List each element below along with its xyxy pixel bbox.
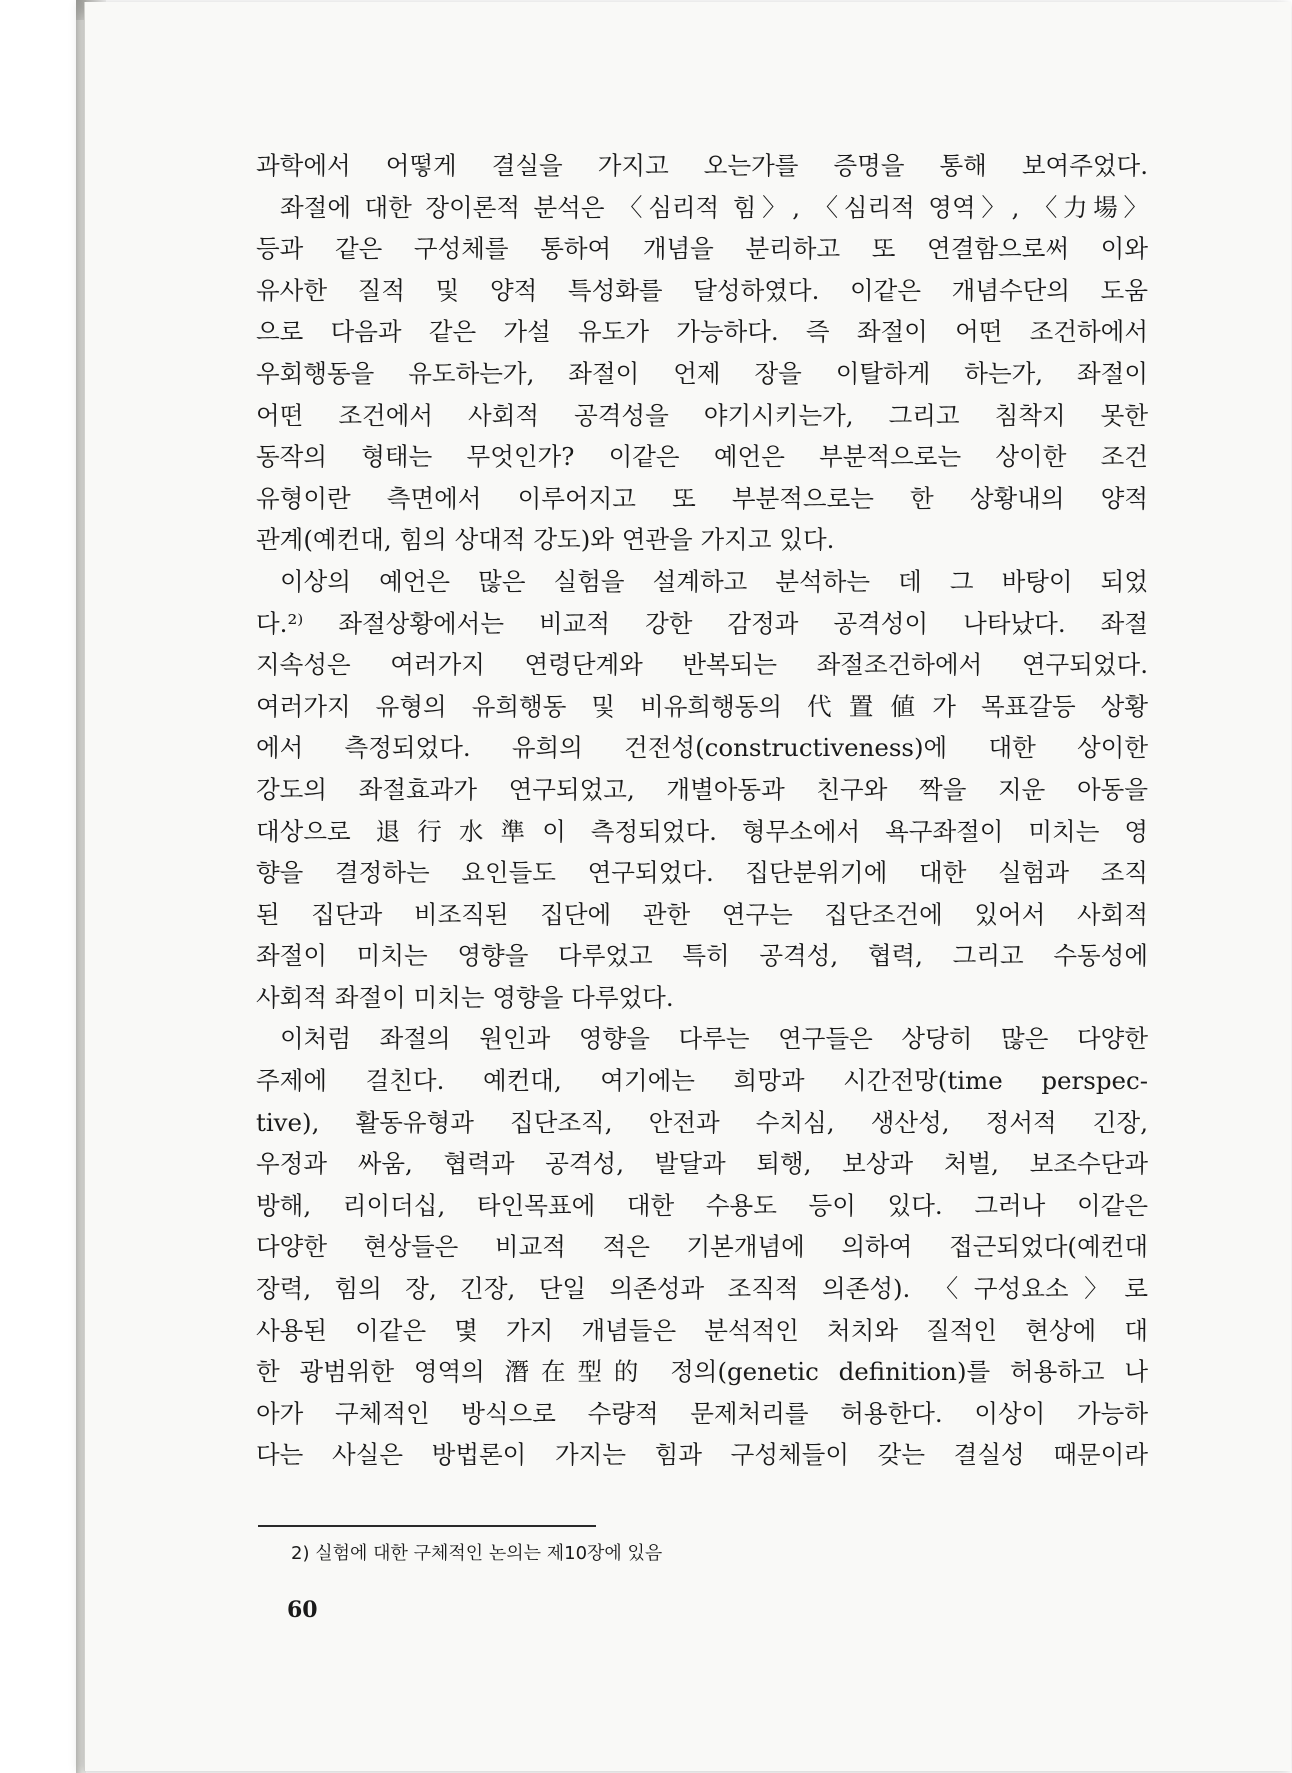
text-line: 대상으로 退行水準이 측정되었다. 형무소에서 욕구좌절이 미치는 영 [256, 816, 1148, 846]
text-line: 한 광범위한 영역의 潛在型的 정의(genetic definition)를 허용하고 나 [256, 1357, 1148, 1387]
footnote-separator [258, 1525, 596, 1527]
text-line: 지속성은 여러가지 연령단계와 반복되는 좌절조건하에서 연구되었다. [256, 650, 1148, 680]
text-line: 방해, 리이더십, 타인목표에 대한 수용도 등이 있다. 그러나 이같은 [256, 1190, 1148, 1220]
text-line: 이상의 예언은 많은 실험을 설계하고 분석하는 데 그 바탕이 되었 [280, 566, 1148, 596]
text-line: 다.²⁾ 좌절상황에서는 비교적 강한 감정과 공격성이 나타났다. 좌절 [256, 608, 1148, 638]
text-line: 아가 구체적인 방식으로 수량적 문제처리를 허용한다. 이상이 가능하 [256, 1398, 1148, 1428]
page-number: 60 [287, 1597, 318, 1623]
text-line: 주제에 걸친다. 예컨대, 여기에는 희망과 시간전망(time perspec- [256, 1066, 1148, 1096]
text-line: 관계(예컨대, 힘의 상대적 강도)와 연관을 가지고 있다. [256, 525, 835, 555]
text-line: 향을 결정하는 요인들도 연구되었다. 집단분위기에 대한 실험과 조직 [256, 858, 1148, 888]
text-line: 유사한 질적 및 양적 특성화를 달성하였다. 이같은 개념수단의 도움 [256, 275, 1148, 305]
text-line: 과학에서 어떻게 결실을 가지고 오는가를 증명을 통해 보여주었다. [256, 151, 1148, 180]
footnote: 2) 실험에 대한 구체적인 논의는 제10장에 있음 [291, 1543, 663, 1564]
text-line: 사회적 좌절이 미치는 영향을 다루었다. [256, 982, 674, 1012]
text-line: 사용된 이같은 몇 가지 개념들은 분석적인 처치와 질적인 현상에 대 [256, 1315, 1148, 1345]
text-line: 동작의 형태는 무엇인가? 이같은 예언은 부분적으로는 상이한 조건 [256, 442, 1148, 472]
text-line: 어떤 조건에서 사회적 공격성을 야기시키는가, 그리고 침착지 못한 [256, 400, 1148, 430]
text-line: 여러가지 유형의 유희행동 및 비유희행동의 代置値가 목표갈등 상황 [256, 691, 1148, 721]
body-text [256, 145, 1148, 1476]
text-line: 등과 같은 구성체를 통하여 개념을 분리하고 또 연결함으로써 이와 [256, 234, 1148, 264]
text-line: 에서 측정되었다. 유희의 건전성(constructiveness)에 대한 상이한 [256, 733, 1148, 763]
text-line: 다양한 현상들은 비교적 적은 기본개념에 의하여 접근되었다(예컨대 [256, 1232, 1148, 1262]
text-line: 우회행동을 유도하는가, 좌절이 언제 장을 이탈하게 하는가, 좌절이 [256, 358, 1148, 388]
text-line: 유형이란 측면에서 이루어지고 또 부분적으로는 한 상황내의 양적 [256, 483, 1148, 513]
text-line: 좌절에 대한 장이론적 분석은 〈심리적 힘〉, 〈심리적 영역〉, 〈力場〉 [280, 192, 1148, 222]
text-line: 강도의 좌절효과가 연구되었고, 개별아동과 친구와 짝을 지운 아동을 [256, 774, 1148, 804]
text-line: 이처럼 좌절의 원인과 영향을 다루는 연구들은 상당히 많은 다양한 [280, 1024, 1148, 1054]
text-line: 좌절이 미치는 영향을 다루었고 특히 공격성, 협력, 그리고 수동성에 [256, 941, 1148, 971]
text-line: 으로 다음과 같은 가설 유도가 가능하다. 즉 좌절이 어떤 조건하에서 [256, 317, 1148, 347]
text-line: 장력, 힘의 장, 긴장, 단일 의존성과 조직적 의존성). 〈구성요소〉로 [256, 1274, 1148, 1304]
text-line: 된 집단과 비조직된 집단에 관한 연구는 집단조건에 있어서 사회적 [256, 899, 1148, 929]
text-line: 다는 사실은 방법론이 가지는 힘과 구성체들이 갖는 결실성 때문이라 [256, 1440, 1148, 1470]
text-line: tive), 활동유형과 집단조직, 안전과 수치심, 생산성, 정서적 긴장, [256, 1107, 1148, 1137]
text-line: 우정과 싸움, 협력과 공격성, 발달과 퇴행, 보상과 처벌, 보조수단과 [256, 1149, 1148, 1179]
